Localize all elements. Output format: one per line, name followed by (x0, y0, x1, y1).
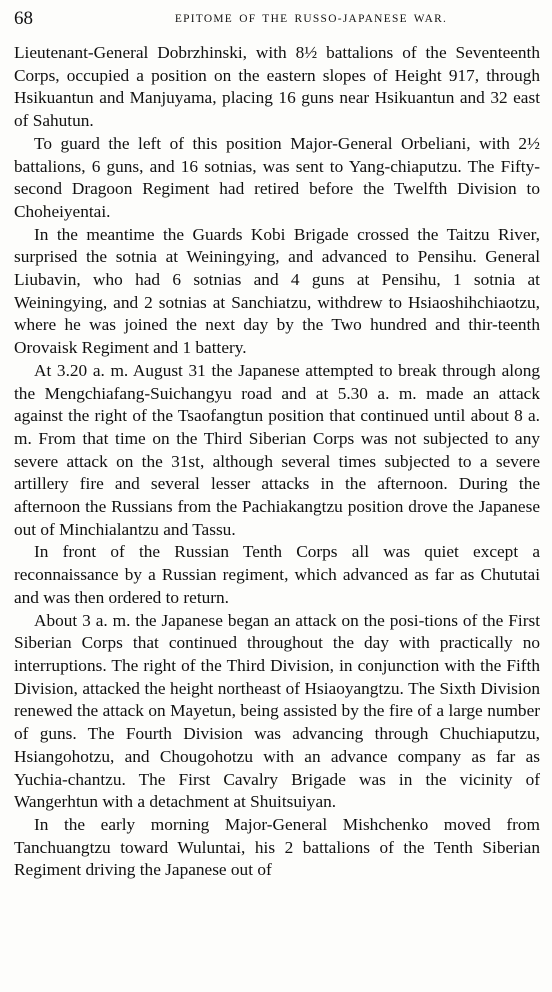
page-header (14, 8, 538, 30)
paragraph: At 3.20 a. m. August 31 the Japanese attempted to break through along the Mengchiafang-Suichangyu road and at 5.30 a. m. made an attack against the right of the Tsaofangtun position that continued until about 8 a. m. From that time on the Third Siberian Corps was not subjected to any severe attack on the 31st, although several times subjected to a severe artillery fire and several lesser attacks in the afternoon. During the afternoon the Russians from the Pachiakangtzu position drove the Japanese out of Minchialantzu and Tassu. (14, 360, 540, 539)
running-title: EPITOME OF THE RUSSO-JAPANESE WAR. (174, 13, 448, 25)
paragraph: In the early morning Major-General Mishchenko moved from Tanchuangtzu toward Wuluntai, his 2 battalions of the Tenth Siberian Regiment driving the Japanese out of (14, 814, 540, 880)
paragraph: Lieutenant-General Dobrzhinski, with 8½ battalions of the Seventeenth Corps, occupied a position on the eastern slopes of Height 917, through Hsikuantun and Manjuyama, placing 16 guns near Hsikuantun and 32 east of Sahutun. (14, 43, 540, 131)
body-text (14, 42, 540, 882)
paragraph: To guard the left of this position Major-General Orbeliani, with 2½ battalions, 6 guns, and 16 sotnias, was sent to Yang-chiaputzu. The Fifty-second Dragoon Regiment had retired before the Twelfth Division to Choheiyentai. (14, 133, 540, 221)
paragraph: In front of the Russian Tenth Corps all was quiet except a reconnaissance by a Russian regiment, which advanced as far as Chututai and was then ordered to return. (14, 542, 540, 607)
page-number: 68 (14, 8, 33, 29)
paragraph: About 3 a. m. the Japanese began an attack on the posi-tions of the First Siberian Corps that continued throughout the day with practically no interruptions. The right of the Third Division, in conjunction with the Fifth Division, attacked the height northeast of Hsiaoyangtzu. The Sixth Division renewed the attack on Mayetun, being assisted by the fire of a large number of guns. The Fourth Division was advancing through Chuchiaputzu, Hsiangohotzu, and Chougohotzu with an advance company as far as Yuchia-chantzu. The First Cavalry Brigade was in the vicinity of Wangerhtun with a detachment at Shuitsuiyan. (14, 610, 540, 812)
paragraph: In the meantime the Guards Kobi Brigade crossed the Taitzu River, surprised the sotnia at Weiningying, and advanced to Pensihu. General Liubavin, who had 6 sotnias and 4 guns at Pensihu, 1 sotnia at Weiningying, and 2 sotnias at Sanchiatzu, withdrew to Hsiaoshihchiaotzu, where he was joined the next day by the Two hundred and thir-teenth Orovaisk Regiment and 1 battery. (14, 224, 540, 358)
